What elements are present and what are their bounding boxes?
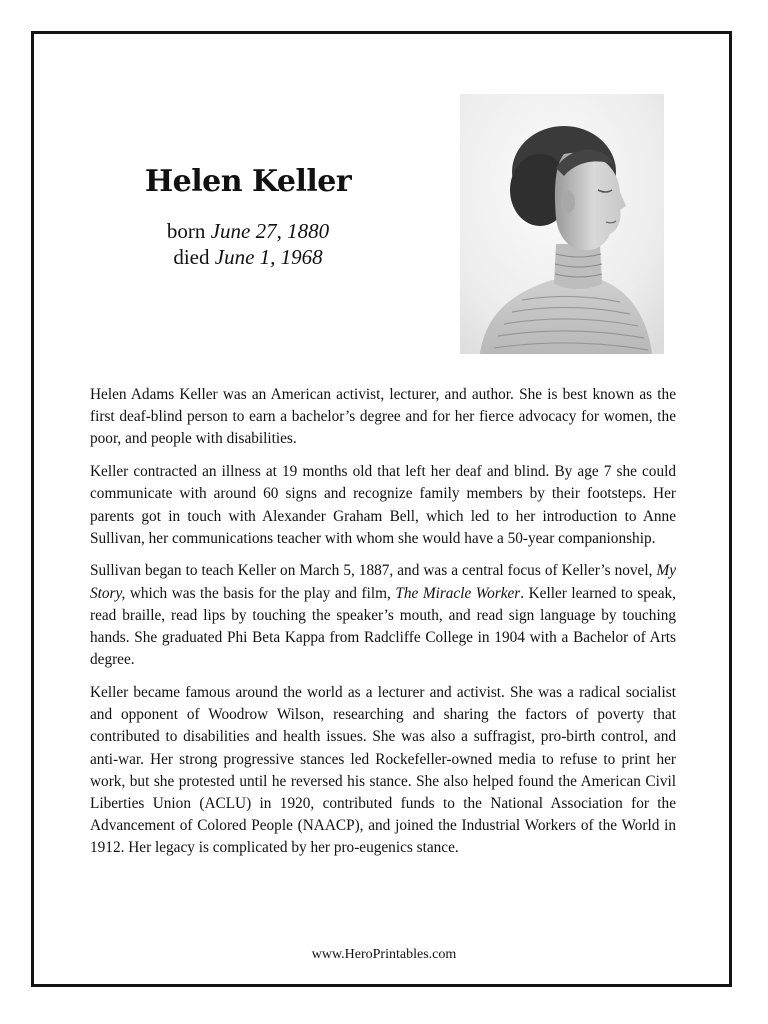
born-label: born (166, 219, 206, 243)
paragraph-3-part-a: Sullivan began to teach Keller on March 5, 1887, and was a central focus of Keller’s novel, (90, 562, 657, 580)
biography-text (90, 384, 676, 870)
paragraph-2: Keller contracted an illness at 19 months old that left her deaf and blind. By age 7 she could communicate with around 60 signs and recognize family members by their footsteps. Her parents got in touch with Alexander Graham Bell, which led to her introduction to Anne Sullivan, her communications teacher with whom she would have a 50-year companionship. (90, 463, 676, 547)
portrait-photo (460, 94, 664, 354)
header-block (95, 160, 401, 270)
paragraph-1: Helen Adams Keller was an American activist, lecturer, and author. She is best known as the first deaf-blind person to earn a bachelor’s degree and for her fierce advocacy for women, the poor, and people with disabilities. (90, 386, 676, 448)
died-label: died (173, 245, 210, 269)
died-line (95, 244, 401, 270)
died-date: June 1, 1968 (214, 245, 323, 269)
paragraph-4: Keller became famous around the world as a lecturer and activist. She was a radical socialist and opponent of Woodrow Wilson, researching and sharing the factors of poverty that contributed to disabilities and health issues. She was also a suffragist, pro-birth control, and anti-war. Her strong progressive stances led Rockefeller-owned media to refuse to print her work, but she protested until he reversed his stance. She also helped found the American Civil Liberties Union (ACLU) in 1920, contributed funds to the National Association for the Advancement of Colored People (NAACP), and joined the Industrial Workers of the World in 1912. Her legacy is complicated by her pro-eugenics stance. (90, 683, 676, 857)
born-date: June 27, 1880 (210, 219, 330, 243)
film-title: The Miracle Worker (395, 584, 521, 602)
page-title: Helen Keller (144, 164, 352, 199)
born-line (95, 218, 401, 244)
book-title: My Story, (90, 562, 676, 602)
life-dates (95, 218, 401, 270)
paragraph-3-part-b: which was the basis for the play and film, (125, 584, 396, 602)
paragraph-3-part-c: . Keller learned to speak, read braille, read lips by touching the speaker’s mouth, and read sign language by touching hands. She graduated Phi Beta Kappa from Radcliffe College in 1904 with a Bachelor of Arts degree. (90, 584, 676, 669)
paragraph-3 (90, 560, 676, 671)
footer-url[interactable]: www.HeroPrintables.com (311, 947, 457, 962)
